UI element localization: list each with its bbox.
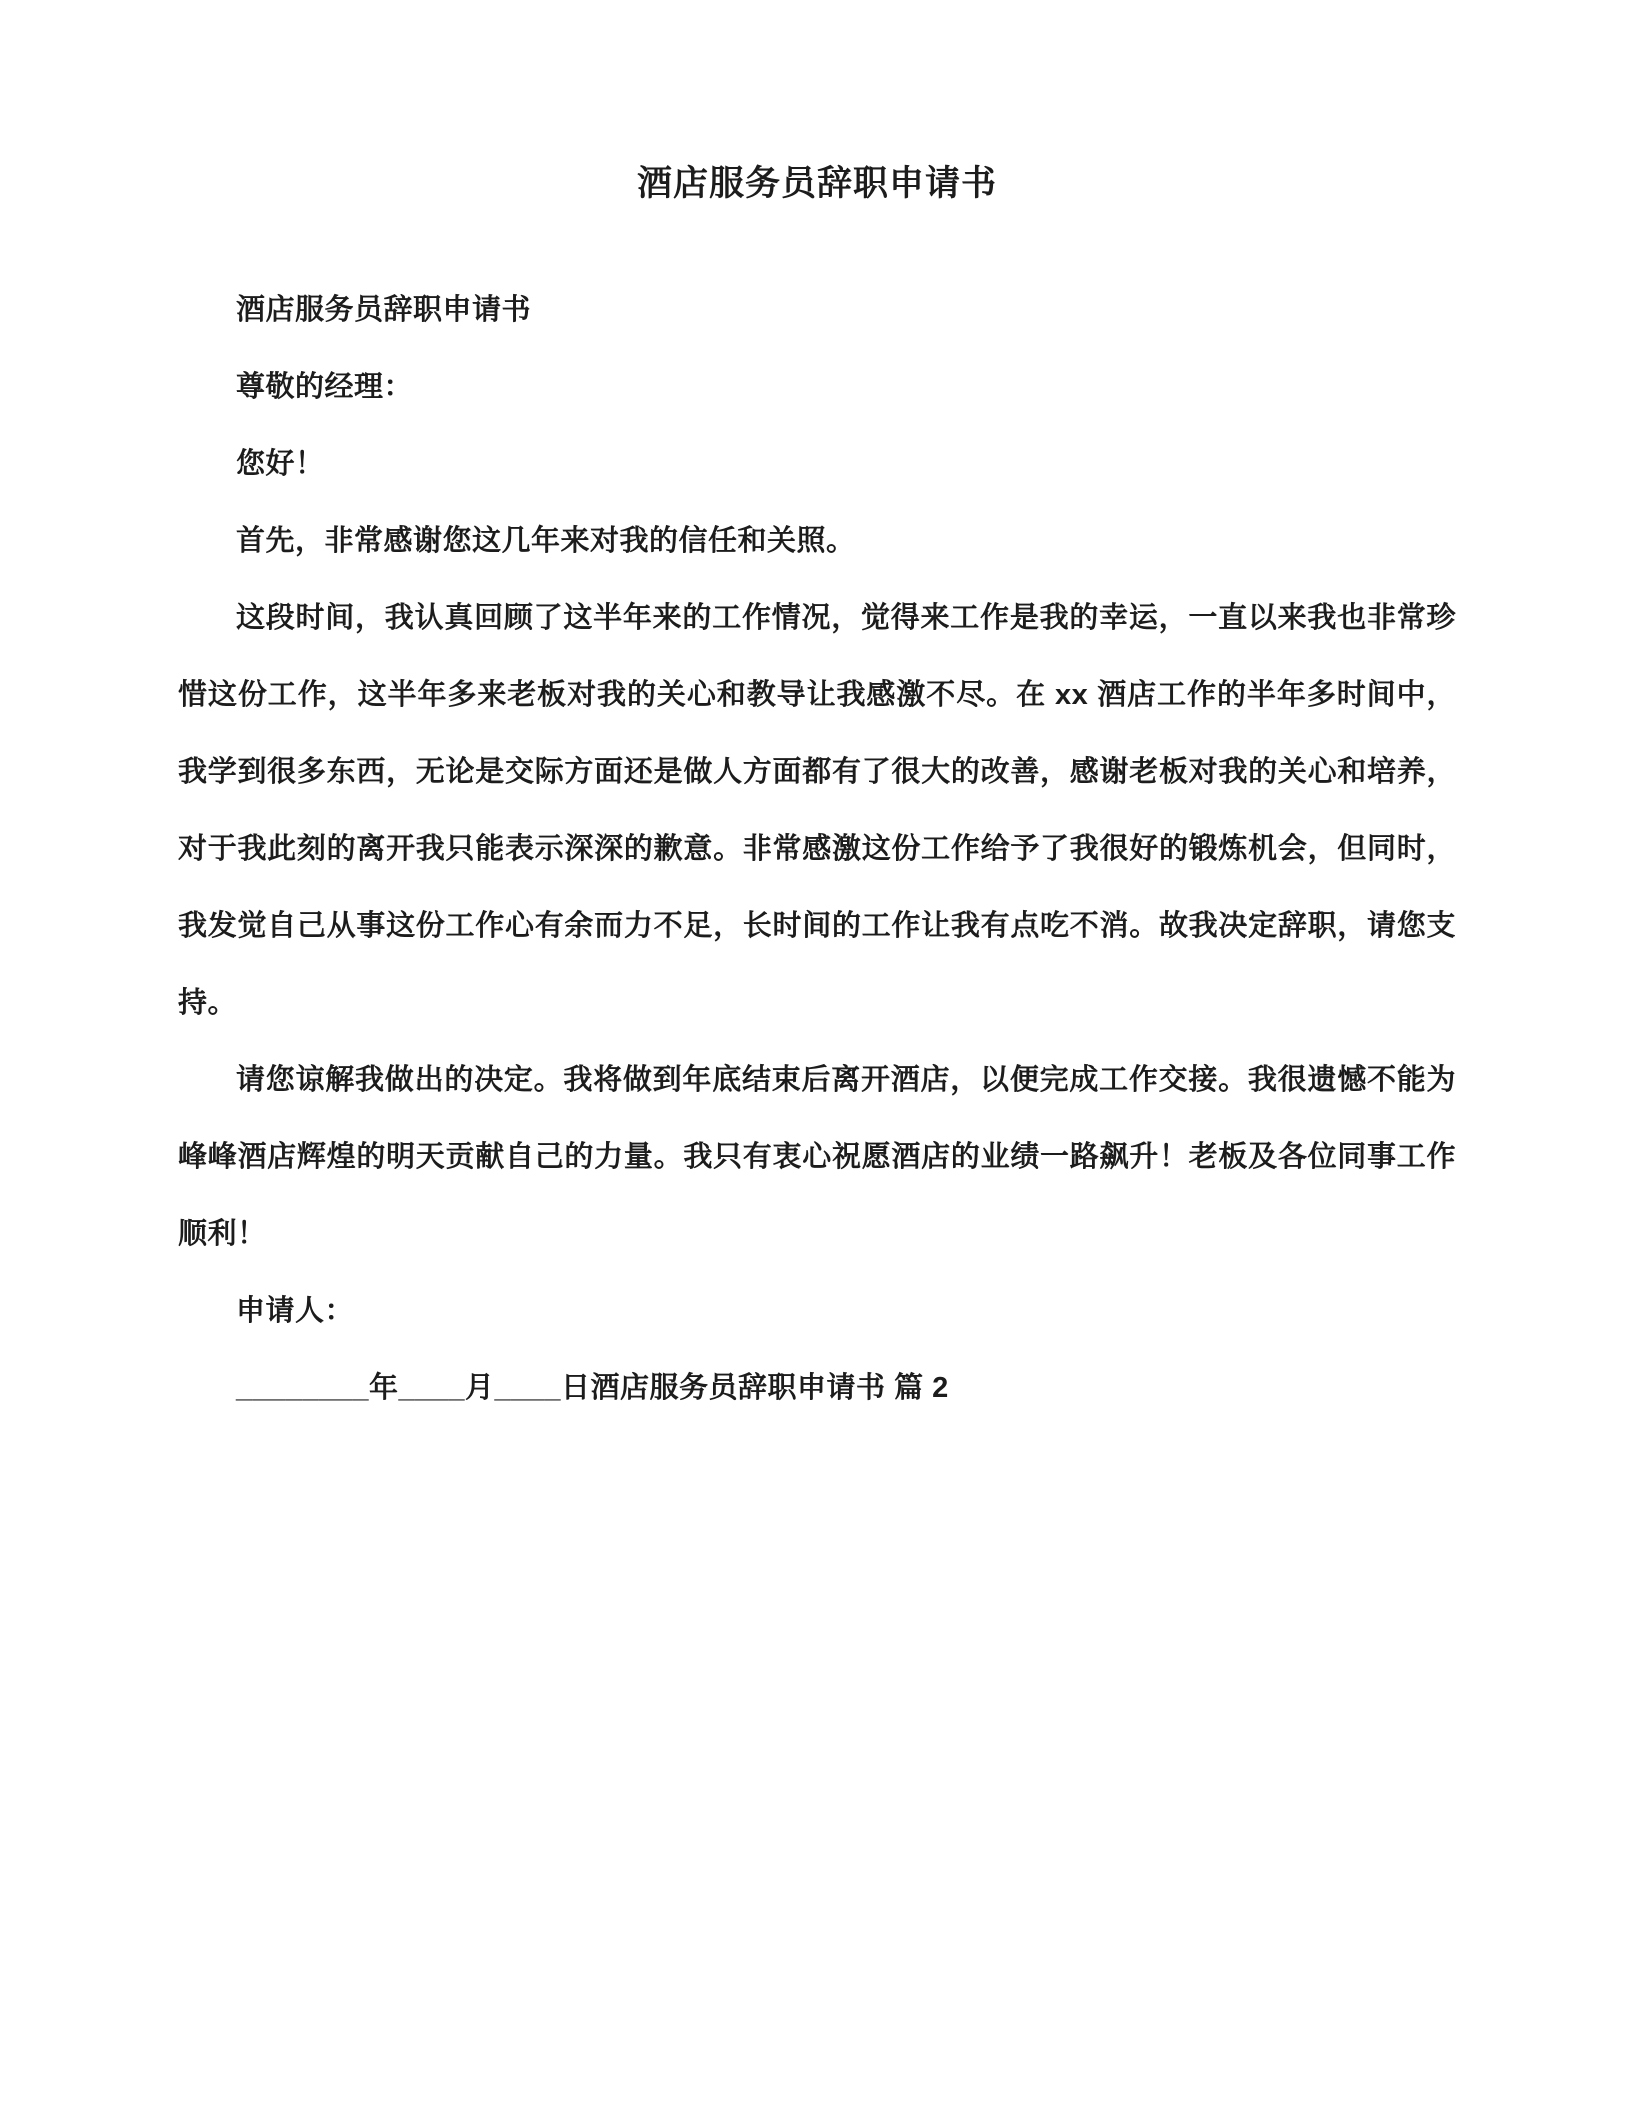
paragraph-applicant: 申请人：	[236, 1295, 355, 1327]
paragraph-heading-repeat: 酒店服务员辞职申请书	[236, 294, 532, 326]
paragraph-salutation: 尊敬的经理：	[236, 371, 414, 403]
paragraph-greeting: 您好！	[236, 448, 325, 480]
paragraph-thanks: 首先，非常感谢您这几年来对我的信任和关照。	[236, 525, 856, 557]
paragraph-main-body: 这段时间，我认真回顾了这半年来的工作情况，觉得来工作是我的幸运，一直以来我也非常珍惜这份工作，这半年多来老板对我的关心和教导让我感激不尽。在 xx 酒店工作的半年多时间中，我学到很多东西，无论是交际方面还是做人方面都有了很大的改善，感谢老板对我的关心和培养，对于我此刻的离开我只能表示深深的歉意。非常感激这份工作给予了我很好的锻炼机会，但同时，我发觉自己从事这份工作心有余而力不足，长时间的工作让我有点吃不消。故我决定辞职，请您支持。	[178, 602, 1456, 1019]
document-title: 酒店服务员辞职申请书	[636, 164, 997, 203]
paragraph-closing: 请您谅解我做出的决定。我将做到年底结束后离开酒店，以便完成工作交接。我很遗憾不能为峰峰酒店辉煌的明天贡献自己的力量。我只有衷心祝愿酒店的业绩一路飙升！老板及各位同事工作顺利！	[178, 1064, 1456, 1250]
paragraph-date-line: ________年____月____日酒店服务员辞职申请书 篇 2	[236, 1372, 949, 1404]
